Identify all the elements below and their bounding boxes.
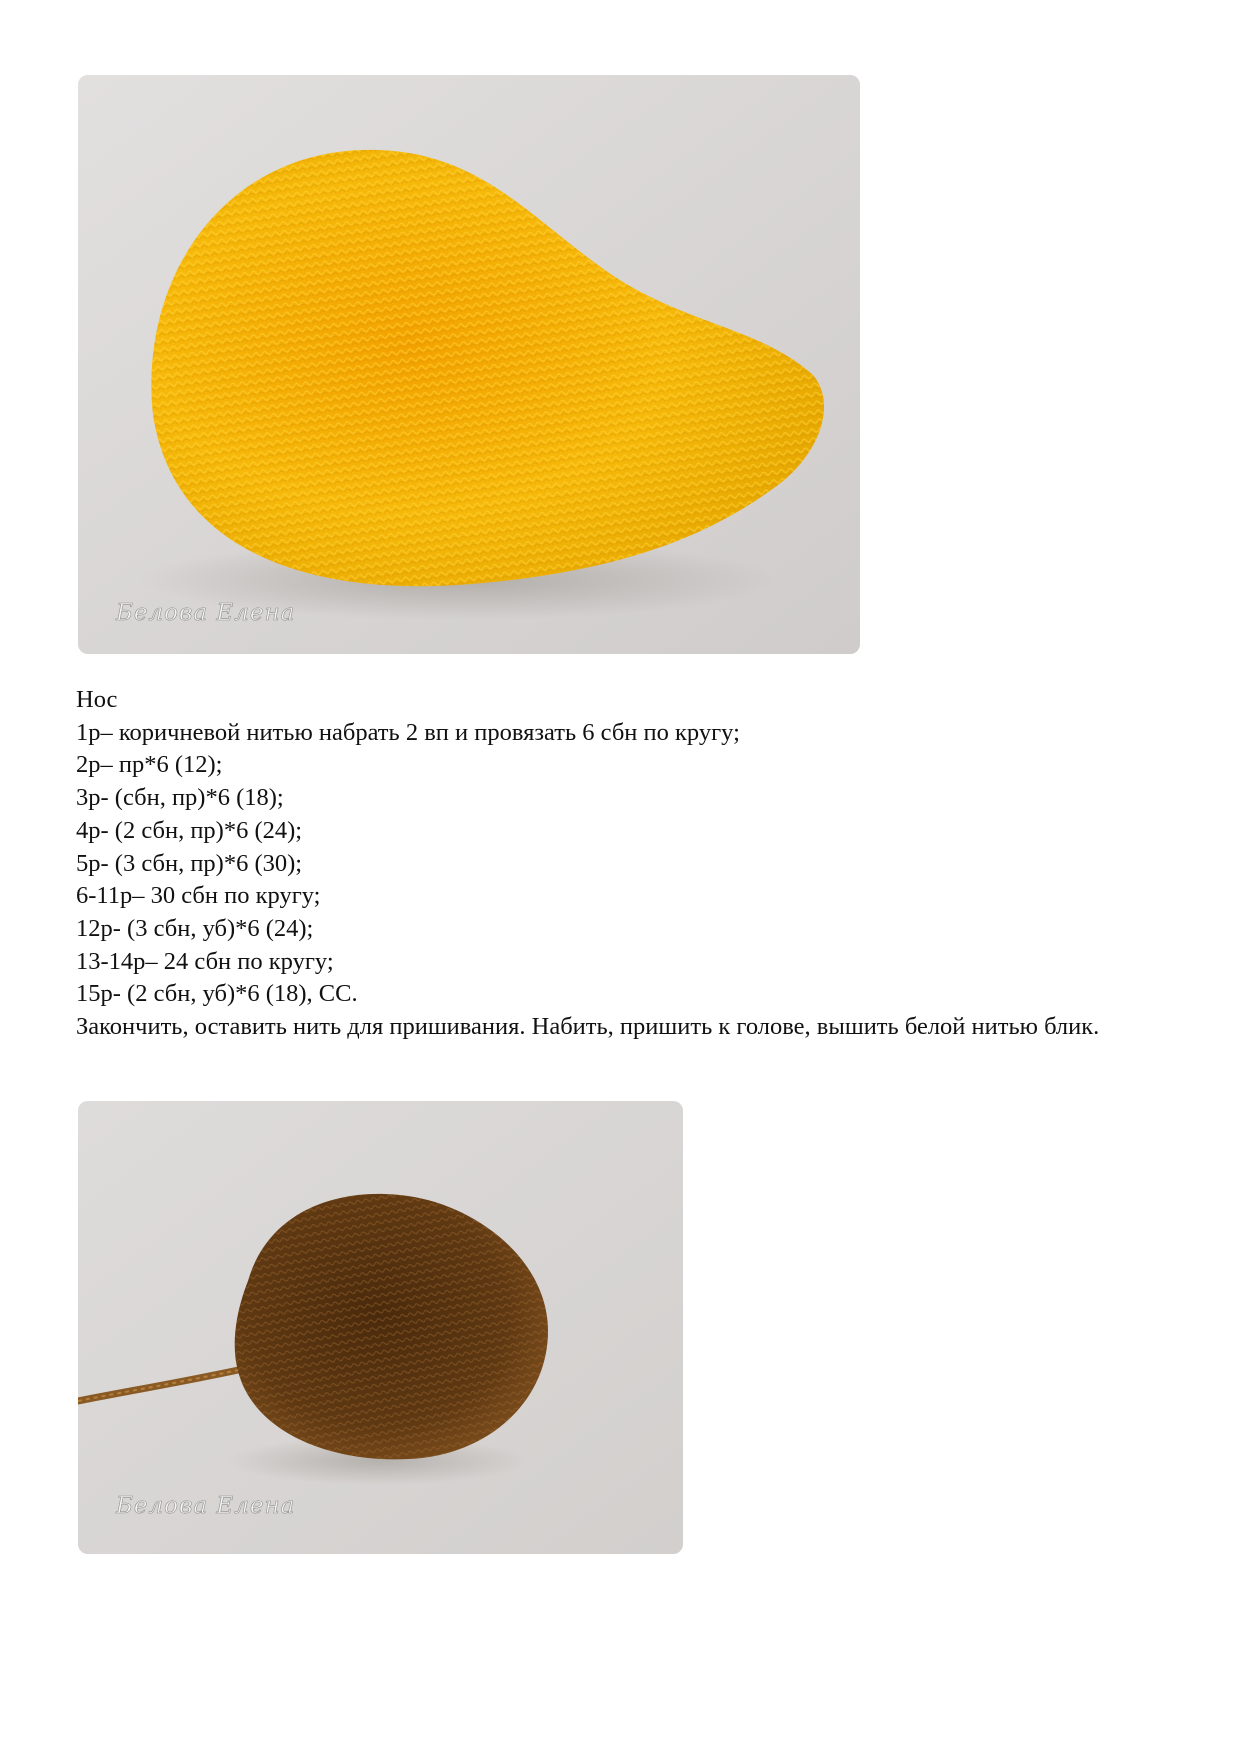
pattern-row: 3р- (сбн, пр)*6 (18); <box>76 784 284 812</box>
yellow-piece-image <box>78 75 860 654</box>
pattern-row: 2р– пр*6 (12); <box>76 751 223 779</box>
pattern-row: 5р- (3 сбн, пр)*6 (30); <box>76 849 303 877</box>
photo-signature: Белова Елена <box>116 600 296 626</box>
pattern-row: 4р- (2 сбн, пр)*6 (24); <box>76 816 303 844</box>
pattern-row: 15р- (2 сбн, уб)*6 (18), СС. <box>76 980 358 1008</box>
pattern-row: 13-14р– 24 сбн по кругу; <box>76 947 334 975</box>
photo-signature: Белова Елена <box>116 1493 296 1519</box>
pattern-instructions <box>76 684 1136 1044</box>
finish-instructions: Закончить, оставить нить для пришивания. Набить, пришить к голове, вышить белой нитью блик. <box>76 1013 1100 1041</box>
brown-nose-image <box>78 1101 683 1554</box>
pattern-row: 12р- (3 сбн, уб)*6 (24); <box>76 914 314 942</box>
photo-brown-crochet-nose <box>78 1101 683 1554</box>
section-title: Нос <box>76 686 118 713</box>
pattern-row: 1р– коричневой нитью набрать 2 вп и провязать 6 сбн по кругу; <box>76 718 740 746</box>
photo-yellow-crochet-piece <box>78 75 860 654</box>
pattern-row: 6-11р– 30 сбн по кругу; <box>76 882 321 910</box>
